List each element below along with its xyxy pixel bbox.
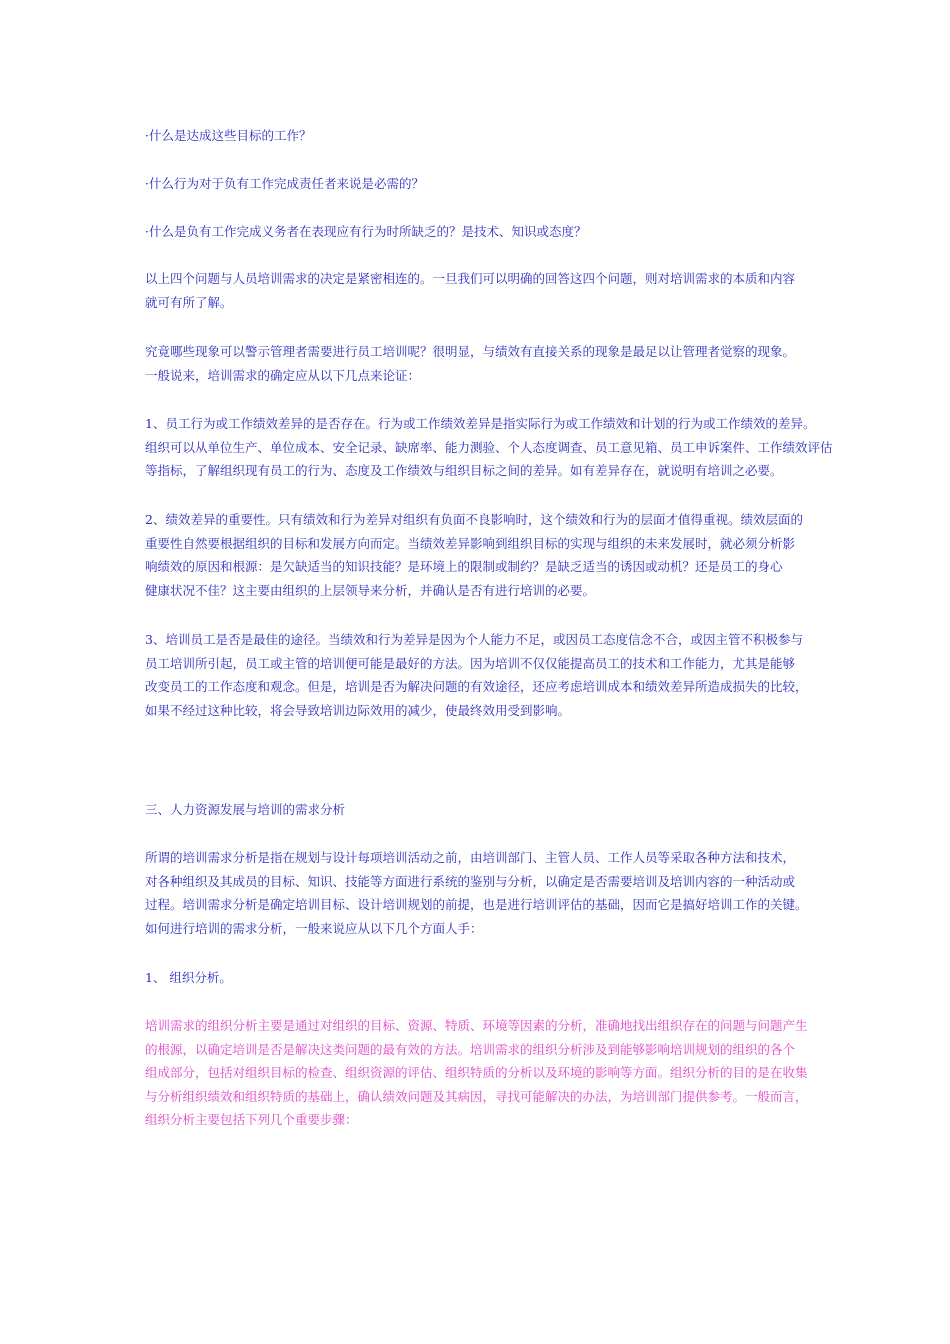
text-line: ·什么是负有工作完成义务者在表现应有行为时所缺乏的？是技术、知识或态度？ [145, 224, 587, 239]
text-line: 的根源，以确定培训是否是解决这类问题的最有效的方法。培训需求的组织分析涉及到能够影响培训规划的组织的各个 [145, 1041, 796, 1057]
text-line: 如果不经过这种比较，将会导致培训边际效用的减少，使最终效用受到影响。 [145, 702, 571, 718]
text-line: 所谓的培训需求分析是指在规划与设计每项培训活动之前，由培训部门、主管人员、工作人员等采取各种方法和技术， [145, 850, 796, 865]
text-line: 与分析组织绩效和组织特质的基础上，确认绩效问题及其病因，寻找可能解决的办法，为培训部门提供参考。一般而言， [145, 1088, 808, 1104]
text-line: 一般说来，培训需求的确定应从以下几点来论证： [145, 367, 421, 383]
summary-paragraph [145, 267, 815, 314]
org-analysis-paragraph [145, 1014, 815, 1132]
needs-analysis-paragraph [145, 846, 815, 940]
point-3-paragraph [145, 628, 815, 722]
text-line: ·什么行为对于负有工作完成责任者来说是必需的？ [145, 176, 424, 191]
text-line: 组织可以从单位生产、单位成本、安全记录、缺席率、能力测验、个人态度调查、员工意见箱、员工申诉案件、工作绩效评估 [145, 439, 833, 455]
text-line: 1、 组织分析。 [145, 970, 232, 985]
text-line: 培训需求的组织分析主要是通过对组织的目标、资源、特质、环境等因素的分析，准确地找出组织存在的问题与问题产生 [145, 1018, 808, 1033]
text-line: 2、绩效差异的重要性。只有绩效和行为差异对组织有负面不良影响时，这个绩效和行为的层面才值得重视。绩效层面的 [145, 512, 803, 527]
subsection-heading [145, 966, 815, 990]
text-line: 1、员工行为或工作绩效差异的是否存在。行为或工作绩效差异是指实际行为或工作绩效和计划的行为或工作绩效的差异。 [145, 416, 816, 431]
warning-signs-paragraph [145, 340, 815, 387]
text-line: 健康状况不佳？这主要由组织的上层领导来分析，并确认是否有进行培训的必要。 [145, 582, 596, 598]
text-line: 3、培训员工是否是最佳的途径。当绩效和行为差异是因为个人能力不足，或因员工态度信念不合，或因主管不积极参与 [145, 632, 803, 647]
text-line: 以上四个问题与人员培训需求的决定是紧密相连的。一旦我们可以明确的回答这四个问题，则对培训需求的本质和内容 [145, 271, 796, 286]
text-line: 究竟哪些现象可以警示管理者需要进行员工培训呢？很明显，与绩效有直接关系的现象是最足以让管理者觉察的现象。 [145, 344, 796, 359]
text-line: 组成部分，包括对组织目标的检查、组织资源的评估、组织特质的分析以及环境的影响等方面。组织分析的目的是在收集 [145, 1065, 808, 1080]
text-line: 如何进行培训的需求分析，一般来说应从以下几个方面人手： [145, 920, 483, 936]
text-line: 改变员工的工作态度和观念。但是，培训是否为解决问题的有效途径，还应考虑培训成本和绩效差异所造成损失的比较， [145, 679, 808, 694]
text-line: 重要性自然要根据组织的目标和发展方向而定。当绩效差异影响到组织目标的实现与组织的未来发展时，就必须分析影 [145, 535, 796, 551]
text-line: 响绩效的原因和根源：是欠缺适当的知识技能？是环境上的限制或制约？是缺乏适当的诱因或动机？还是员工的身心 [145, 559, 783, 574]
text-line: 三、人力资源发展与培训的需求分析 [145, 802, 346, 817]
text-line: 等指标，了解组织现有员工的行为、态度及工作绩效与组织目标之间的差异。如有差异存在，就说明有培训之必要。 [145, 463, 783, 478]
bullet-question-3 [145, 124, 815, 148]
point-1-paragraph [145, 412, 833, 483]
text-line: 员工培训所引起，员工或主管的培训便可能是最好的方法。因为培训不仅仅能提高员工的技术和工作能力，尤其是能够 [145, 655, 796, 671]
bullet-question-5 [145, 220, 815, 244]
point-2-paragraph [145, 508, 815, 602]
text-line: 对各种组织及其成员的目标、知识、技能等方面进行系统的鉴别与分析，以确定是否需要培训及培训内容的一种活动或 [145, 873, 796, 889]
text-line: ·什么是达成这些目标的工作？ [145, 128, 312, 143]
text-line: 过程。培训需求分析是确定培训目标、设计培训规划的前提，也是进行培训评估的基础，因而它是搞好培训工作的关键。 [145, 897, 808, 912]
text-line: 就可有所了解。 [145, 294, 233, 310]
text-line: 组织分析主要包括下列几个重要步骤： [145, 1112, 358, 1127]
section-heading [145, 798, 815, 822]
bullet-question-4 [145, 172, 815, 196]
